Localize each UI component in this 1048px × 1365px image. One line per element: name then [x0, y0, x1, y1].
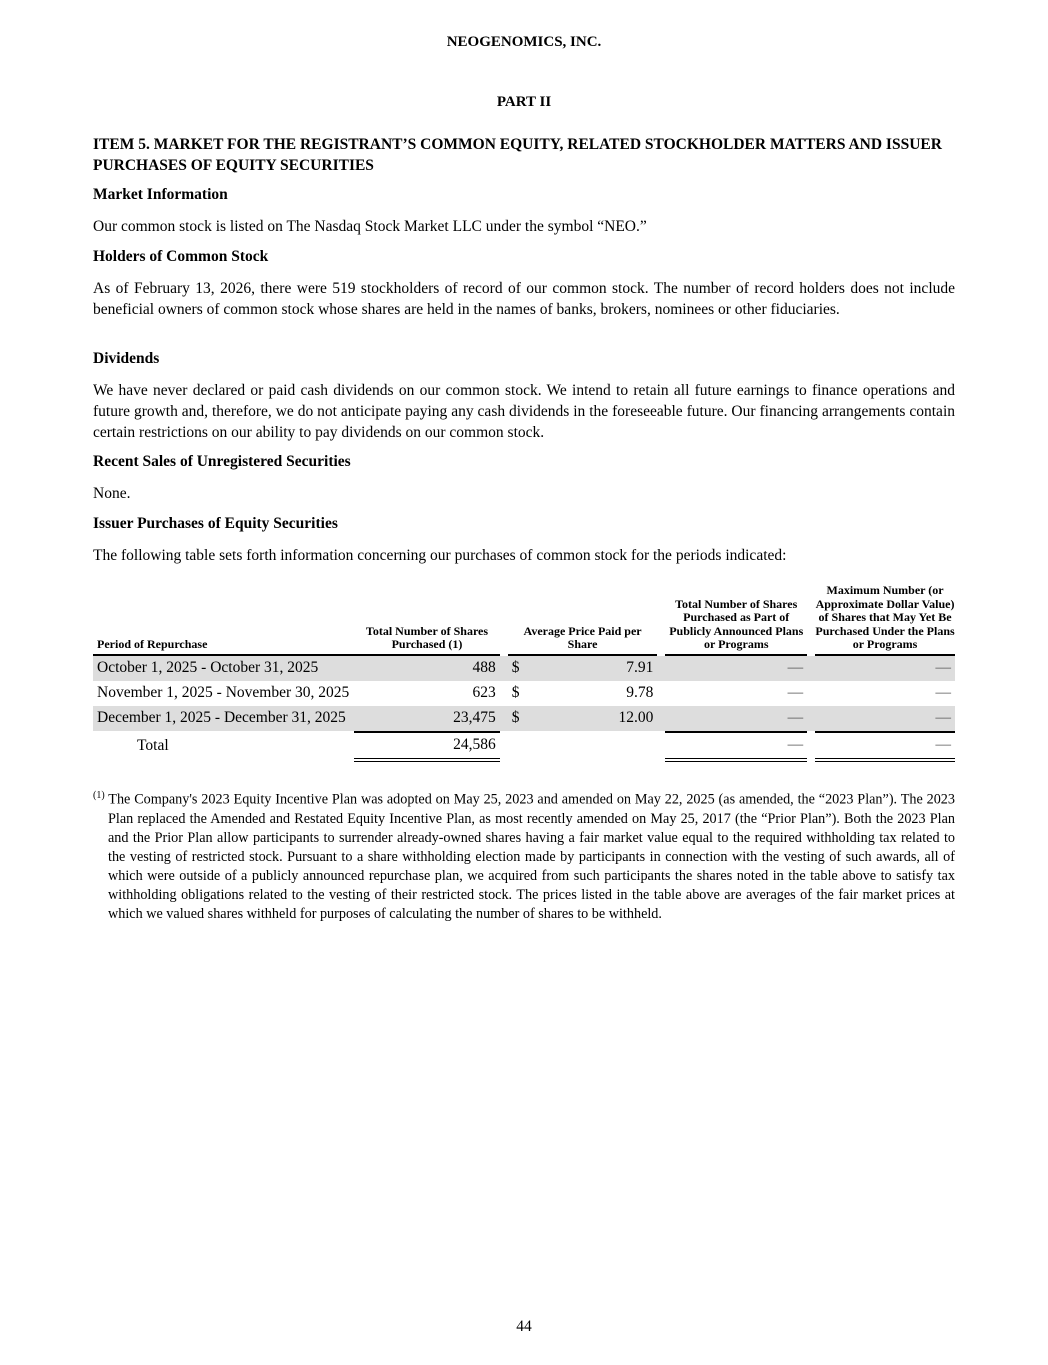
table-total-row — [93, 731, 955, 762]
public-cell: — — [665, 656, 807, 681]
total-label: Total — [137, 737, 169, 754]
col-header-public: Total Number of Shares Purchased as Part of Publicly Announced Plans or Programs — [665, 584, 807, 656]
market-info-text: Our common stock is listed on The Nasdaq Stock Market LLC under the symbol “NEO.” — [93, 218, 647, 235]
footnote-marker: (1) — [93, 790, 105, 801]
total-shares-cell: 24,586 — [354, 731, 500, 762]
footnote — [93, 786, 955, 924]
holders-text: As of February 13, 2026, there were 519 stockholders of record of our common stock. The number of record holders does not include beneficial owners of common stock whose shares are held in the names of banks, brokers, nominees or other fiduciaries. — [93, 280, 955, 318]
currency-cell: $ — [511, 684, 520, 701]
holders-heading: Holders of Common Stock — [93, 248, 269, 265]
price-cell: 7.91 — [538, 656, 658, 681]
public-cell: — — [665, 706, 807, 731]
period-cell: December 1, 2025 - December 31, 2025 — [93, 706, 354, 731]
total-max-cell: — — [815, 731, 955, 762]
table-row — [93, 656, 955, 681]
company-name: NEOGENOMICS, INC. — [446, 34, 602, 50]
market-info-heading: Market Information — [93, 186, 228, 203]
public-cell: — — [787, 684, 804, 701]
shares-cell: 488 — [354, 656, 500, 681]
currency-cell: $ — [508, 656, 538, 681]
footnote-text: The Company's 2023 Equity Incentive Plan was adopted on May 25, 2023 and amended on May 22, 2025 (as amended, the “2023 Plan”). The 2023 Plan replaced the Amended and Restated Equity Incentive Plan, as most recently amended on May 25, 2017 (the “Prior Plan”). Both the 2023 Plan and the Prior Plan allow participants to surrender already-owned shares having a fair market value equal to the required withholding tax related to the vesting of restricted stock. Pursuant to a share withholding election made by participants in connection with the vesting of such awards, all of which were outside of a publicly announced repurchase plan, we acquired from such participants the shares noted in the table above to satisfy tax withholding obligations related to the vesting of their restricted stock. The prices listed in the table above are averages of the fair market prices at which we valued shares withheld for purposes of calculating the number of shares to be withheld. — [108, 791, 955, 922]
total-public-cell: — — [665, 731, 807, 762]
currency-cell: $ — [508, 706, 538, 731]
max-cell: — — [815, 706, 955, 731]
dividends-text: We have never declared or paid cash dividends on our common stock. We intend to retain all future earnings to finance operations and future growth and, therefore, we do not anticipate paying any cash dividends in the foreseeable future. Our financing arrangements contain certain restrictions on our ability to pay dividends on our common stock. — [93, 382, 955, 441]
price-cell: 9.78 — [626, 684, 654, 701]
dividends-heading: Dividends — [93, 350, 160, 367]
issuer-purchases-text: The following table sets forth information concerning our purchases of common stock for the periods indicated: — [93, 547, 787, 564]
table-row — [93, 706, 955, 731]
table-header-row — [93, 584, 955, 656]
part-heading: PART II — [496, 94, 552, 110]
col-header-max: Maximum Number (or Approximate Dollar Value) of Shares that May Yet Be Purchased Under the Plans or Programs — [815, 584, 955, 656]
repurchase-table — [93, 584, 955, 762]
item-title: ITEM 5. MARKET FOR THE REGISTRANT’S COMMON EQUITY, RELATED STOCKHOLDER MATTERS AND ISSUER PURCHASES OF EQUITY SECURITIES — [93, 136, 942, 174]
max-cell: — — [815, 656, 955, 681]
shares-cell: 23,475 — [354, 706, 500, 731]
recent-sales-heading: Recent Sales of Unregistered Securities — [93, 453, 351, 470]
issuer-purchases-heading: Issuer Purchases of Equity Securities — [93, 515, 338, 532]
table-row — [93, 681, 955, 706]
price-cell: 12.00 — [538, 706, 658, 731]
col-header-period: Period of Repurchase — [93, 584, 354, 656]
page-number: 44 — [516, 1318, 532, 1335]
period-cell: October 1, 2025 - October 31, 2025 — [93, 656, 354, 681]
col-header-price: Average Price Paid per Share — [508, 584, 658, 656]
max-cell: — — [935, 684, 951, 701]
period-cell: November 1, 2025 - November 30, 2025 — [97, 684, 350, 701]
recent-sales-text: None. — [93, 485, 131, 502]
col-header-shares: Total Number of Shares Purchased (1) — [354, 584, 500, 656]
shares-cell: 623 — [472, 684, 496, 701]
